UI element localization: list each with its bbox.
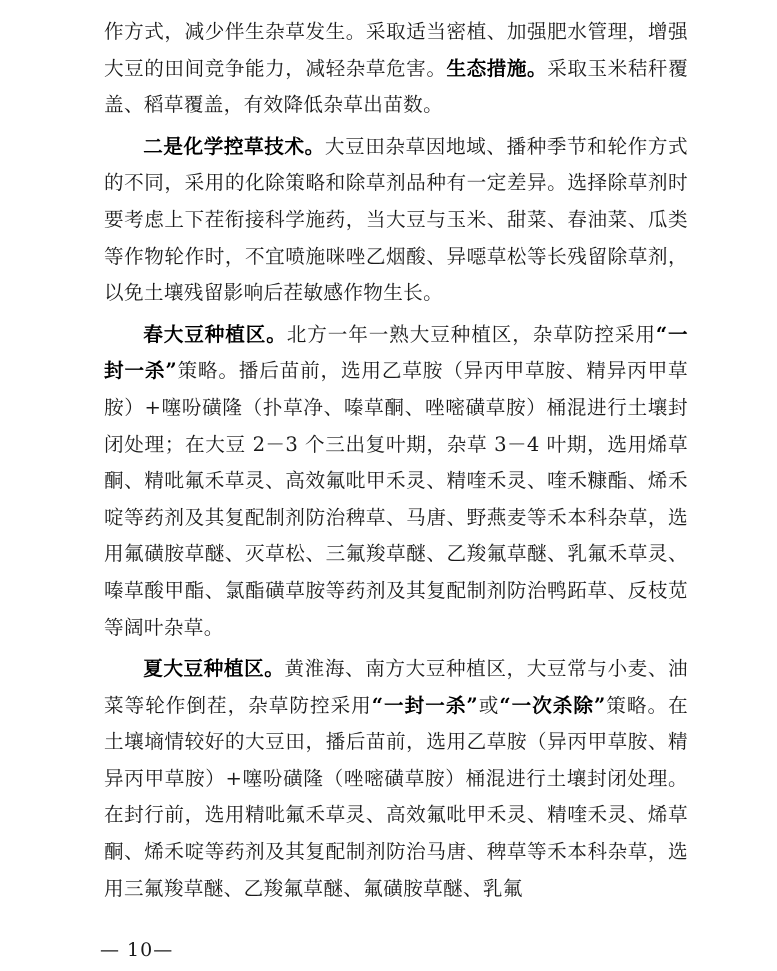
page-number: — 10—: [100, 939, 174, 961]
text-run: 作方式，减少伴生杂草发生。采取适当密植、加强肥水管理，增强大豆的田间竞争能力，减轻杂草危害。: [104, 20, 688, 80]
text-run: 采取玉米秸秆覆盖、稻草覆盖，有效降低杂草出苗数。: [104, 56, 689, 117]
paragraph-2: [104, 317, 688, 646]
text-run: 北方一年一熟大豆种植区，杂草防控采用: [286, 322, 656, 346]
bold-heading-ecological-measures: 生态措施。: [446, 56, 548, 80]
text-run: 黄淮海、南方大豆种植区，大豆常与小麦、油菜等轮作倒茬，杂草防控采用: [104, 657, 688, 717]
text-run: 或: [478, 693, 500, 717]
bold-quote: “一次杀除”: [499, 693, 606, 717]
bold-heading-summer-soybean: 夏大豆种植区。: [143, 657, 285, 681]
bold-heading-chemical-control: 二是化学控草技术。: [143, 134, 325, 158]
paragraph-0: [104, 14, 688, 124]
bold-quote: “一封一杀”: [371, 693, 479, 717]
bold-quote: “一封一杀”: [104, 322, 688, 383]
text-run: 策略。在土壤墒情较好的大豆田，播后苗前，选用乙草胺（异丙甲草胺、精异丙甲草胺）+噻吩磺隆（唑嘧磺草胺）桶混进行土壤封闭处理。在封行前，选用精吡氟禾草灵、高效氟吡甲禾灵、精喹禾灵、烯草酮、烯禾啶等药剂及其复配制剂防治马唐、稗草等禾本科杂草，选用三氟羧草醚、乙羧氟草醚、氟磺胺草醚、乳氟: [104, 693, 689, 900]
paragraph-1: [104, 129, 688, 312]
paragraph-3: [104, 651, 688, 907]
document-page: [104, 14, 688, 912]
text-run: 大豆田杂草因地域、播种季节和轮作方式的不同，采用的化除策略和除草剂品种有一定差异。选择除草剂时要考虑上下茬衔接科学施药，当大豆与玉米、甜菜、春油菜、瓜类等作物轮作时，不宜喷施咪唑乙烟酸、异噁草松等长残留除草剂，以免土壤残留影响后茬敏感作物生长。: [104, 134, 688, 305]
text-run: 策略。播后苗前，选用乙草胺（异丙甲草胺、精异丙甲草胺）+噻吩磺隆（扑草净、嗪草酮、唑嘧磺草胺）桶混进行土壤封闭处理；在大豆 2－3 个三出复叶期，杂草 3－4 叶期，选用烯草酮、精吡氟禾草灵、高效氟吡甲禾灵、精喹禾灵、喹禾糠酯、烯禾啶等药剂及其复配制剂防治稗草、马唐、野燕麦等禾本科杂草，选用氟磺胺草醚、灭草松、三氟羧草醚、乙羧氟草醚、乳氟禾草灵、嗪草酸甲酯、氯酯磺草胺等药剂及其复配制剂防治鸭跖草、反枝苋等阔叶杂草。: [104, 359, 689, 639]
bold-heading-spring-soybean: 春大豆种植区。: [143, 322, 287, 346]
